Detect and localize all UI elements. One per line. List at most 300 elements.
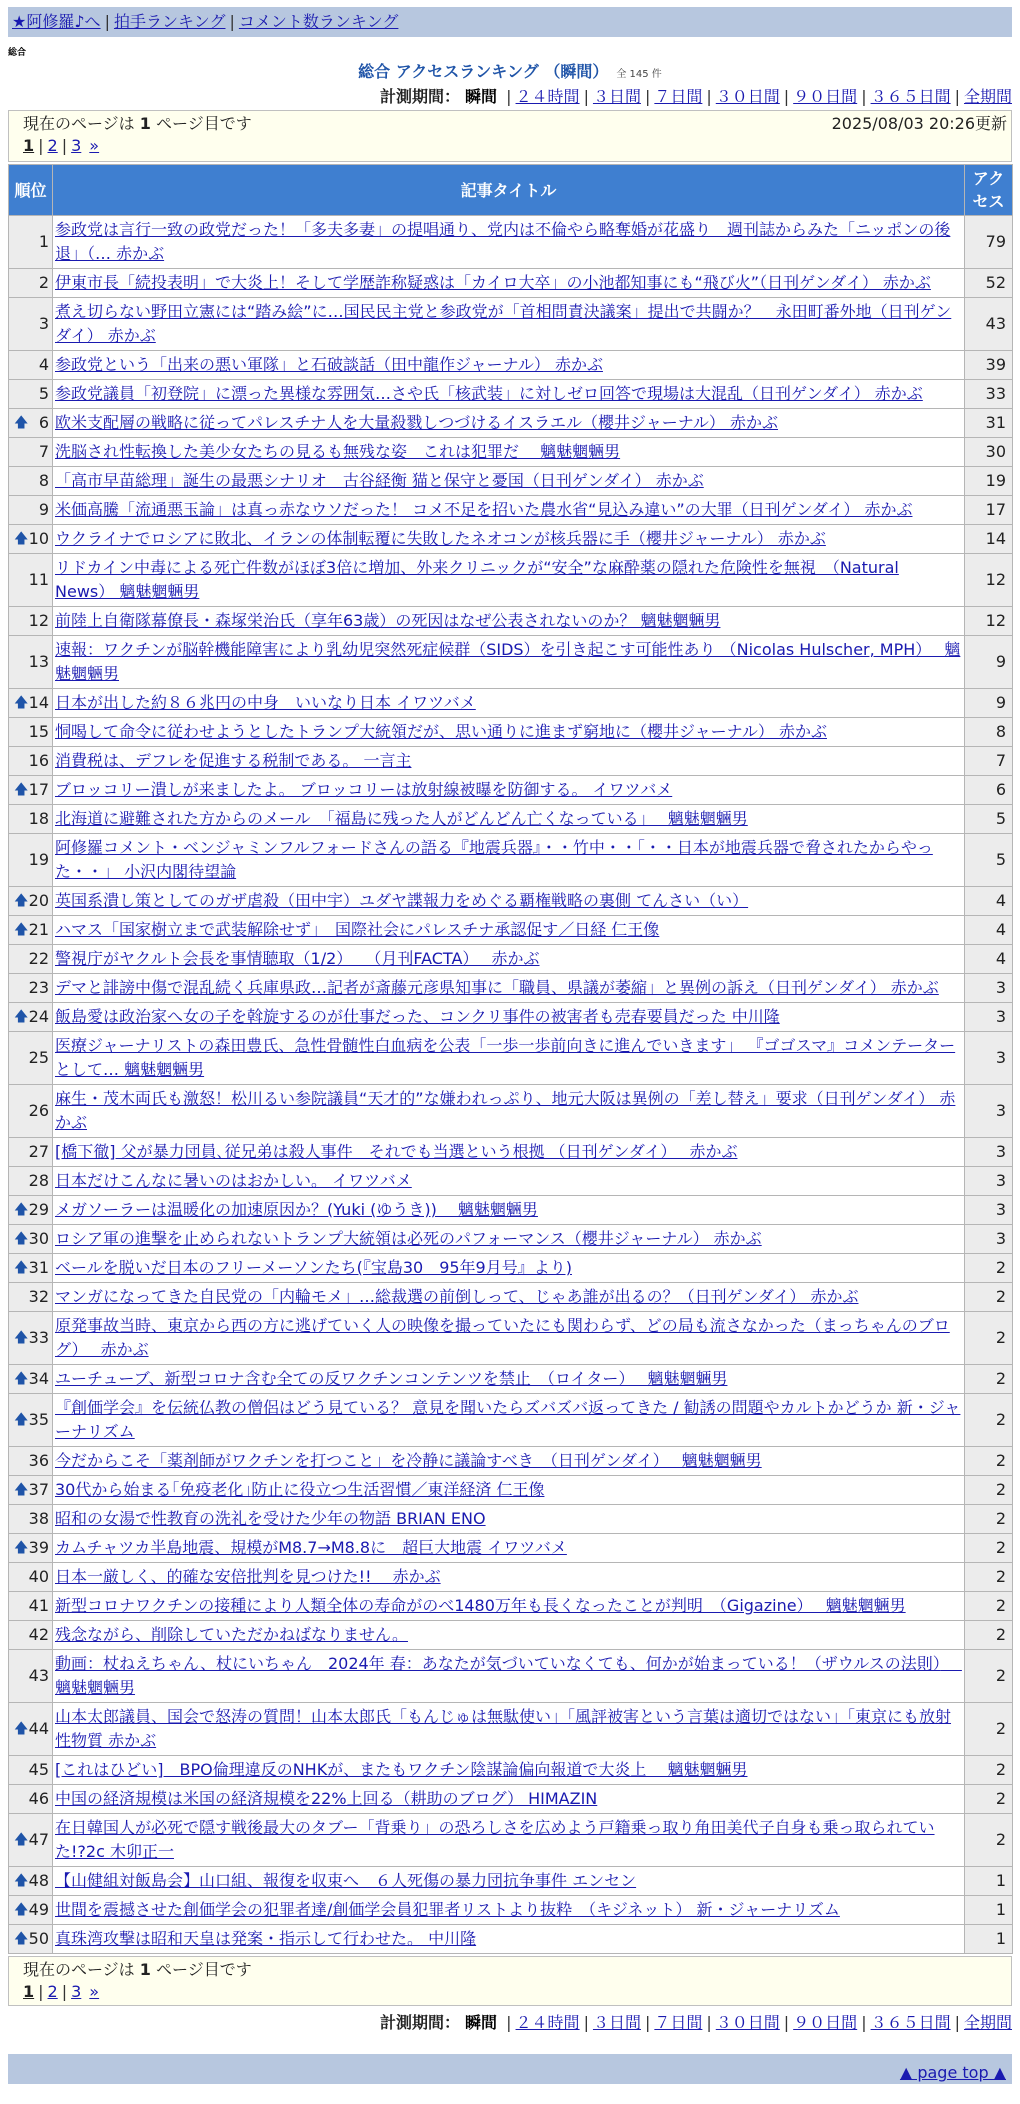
rank-number: 45 — [28, 1760, 49, 1779]
rank-number: 44 — [28, 1719, 49, 1738]
rank-cell — [9, 1867, 53, 1896]
period-link[interactable]: ２４時間 — [515, 2013, 580, 2032]
rank-number: 49 — [28, 1900, 49, 1919]
table-row — [9, 1283, 1013, 1312]
rank-number: 36 — [28, 1451, 49, 1470]
title-cell — [53, 776, 965, 805]
rank-cell — [9, 916, 53, 945]
rank-number: 20 — [28, 891, 49, 910]
rank-cell — [9, 1621, 53, 1650]
article-link[interactable]: 麻生・茂木両氏も激怒！松川るい参院議員“天才的”な嫌われっぷり、地元大阪は異例の「差し替え」要求（日刊ゲンダイ） 赤かぶ — [55, 1089, 956, 1132]
period-selector-top — [380, 85, 1012, 109]
article-link[interactable]: ロシア軍の進撃を止められないトランプ大統領は必死のパフォーマンス（櫻井ジャーナル） 赤かぶ — [55, 1229, 762, 1248]
access-count: 1 — [965, 1925, 1013, 1954]
table-row — [9, 636, 1013, 689]
page-link[interactable]: 3 — [71, 1982, 82, 2001]
article-link[interactable]: 阿修羅コメント・ベンジャミンフルフォードさんの語る『地震兵器』・・竹中・・「・・日本が地震兵器で脅されたからやった・・」 小沢内閣待望論 — [55, 838, 933, 881]
separator: | — [954, 87, 960, 106]
rank-cell — [9, 525, 53, 554]
table-row — [9, 269, 1013, 298]
rank-up-arrow-icon: 🡅 — [14, 1873, 29, 1889]
page-links — [23, 135, 997, 157]
title-cell — [53, 1196, 965, 1225]
rank-cell — [9, 1703, 53, 1756]
rank-cell — [9, 1283, 53, 1312]
access-count: 3 — [965, 1032, 1013, 1085]
access-count: 31 — [965, 409, 1013, 438]
title-cell — [53, 467, 965, 496]
home-link[interactable]: ★阿修羅♪へ — [12, 12, 101, 31]
rank-number: 28 — [28, 1171, 49, 1190]
page-current: 1 — [23, 1982, 35, 2001]
table-row — [9, 689, 1013, 718]
rank-number: 35 — [28, 1410, 49, 1429]
period-link[interactable]: ２４時間 — [515, 87, 580, 106]
rank-up-arrow-icon: 🡅 — [14, 1371, 29, 1387]
rank-number: 24 — [28, 1007, 49, 1026]
period-link[interactable]: ３０日間 — [715, 2013, 780, 2032]
article-link[interactable]: 医療ジャーナリストの森田豊氏、急性骨髄性白血病を公表「一歩一歩前向きに進んでいきます」 『ゴゴスマ』コメンテーターとして… 魑魅魍魎男 — [55, 1036, 956, 1079]
rank-number: 15 — [28, 722, 49, 741]
access-count: 2 — [965, 1365, 1013, 1394]
rank-number: 10 — [28, 529, 49, 548]
article-link[interactable]: 動画：杖ねえちゃん、杖にいちゃん 2024年 春：あなたが気づいていなくても、何かが始まっている！（ザウルスの法則） 魑魅魍魎男 — [55, 1654, 962, 1697]
title-cell — [53, 747, 965, 776]
period-link[interactable]: ３日間 — [592, 2013, 641, 2032]
article-link[interactable]: 参政党という「出来の悪い軍隊」と石破談話（田中龍作ジャーナル） 赤かぶ — [55, 355, 603, 374]
rank-number: 31 — [28, 1258, 49, 1277]
access-count: 2 — [965, 1563, 1013, 1592]
title-row — [0, 60, 1020, 87]
title-cell — [53, 1592, 965, 1621]
rank-up-arrow-icon: 🡅 — [14, 1202, 29, 1218]
separator: | — [104, 12, 110, 31]
table-row — [9, 1534, 1013, 1563]
rank-cell — [9, 1003, 53, 1032]
rank-cell — [9, 496, 53, 525]
title-cell — [53, 1167, 965, 1196]
access-count: 33 — [965, 380, 1013, 409]
rank-up-arrow-icon: 🡅 — [14, 1231, 29, 1247]
table-row — [9, 525, 1013, 554]
table-row — [9, 805, 1013, 834]
table-row — [9, 1650, 1013, 1703]
rank-cell — [9, 438, 53, 467]
title-cell — [53, 1650, 965, 1703]
rank-cell — [9, 269, 53, 298]
article-link[interactable]: 消費税は、デフレを促進する税制である。 一言主 — [55, 751, 412, 770]
page-info-suffix: ページ目です — [156, 114, 252, 133]
rank-number: 18 — [28, 809, 49, 828]
table-row — [9, 747, 1013, 776]
table-row — [9, 1085, 1013, 1138]
article-link[interactable]: 煮え切らない野田立憲には“踏み絵”に…国民民主党と参政党が「首相問責決議案」提出で共闘か？ 永田町番外地（日刊ゲンダイ） 赤かぶ — [55, 302, 952, 345]
access-count: 79 — [965, 216, 1013, 269]
table-row — [9, 1003, 1013, 1032]
table-row — [9, 945, 1013, 974]
rank-up-arrow-icon: 🡅 — [14, 1482, 29, 1498]
access-count: 2 — [965, 1394, 1013, 1447]
rank-cell — [9, 689, 53, 718]
rank-number: 32 — [28, 1287, 49, 1306]
rank-number: 34 — [28, 1369, 49, 1388]
rank-up-arrow-icon: 🡅 — [14, 1540, 29, 1556]
rank-cell — [9, 1925, 53, 1954]
article-link[interactable]: リドカイン中毒による死亡件数がほぼ3倍に増加、外来クリニックが“安全”な麻酔薬の隠れた危険性を無視 （Natural News） 魑魅魍魎男 — [55, 558, 899, 601]
article-link[interactable]: デマと誹謗中傷で混乱続く兵庫県政…記者が斎藤元彦県知事に「職員、県議が萎縮」と異例の訴え（日刊ゲンダイ） 赤かぶ — [55, 978, 939, 997]
rank-number: 19 — [28, 850, 49, 869]
rank-number: 22 — [28, 949, 49, 968]
separator: | — [583, 2013, 589, 2032]
article-link[interactable]: メガソーラーは温暖化の加速原因か？(Yuki (ゆうき)) 魑魅魍魎男 — [55, 1200, 538, 1219]
page-link[interactable]: 2 — [47, 1982, 58, 2001]
rank-number: 50 — [28, 1929, 49, 1948]
article-link[interactable]: ハマス「国家樹立まで武装解除せず」 国際社会にパレスチナ承認促す／日経 仁王像 — [55, 920, 660, 939]
title-cell — [53, 636, 965, 689]
title-cell — [53, 1032, 965, 1085]
access-count: 1 — [965, 1867, 1013, 1896]
separator: | — [506, 87, 512, 106]
separator: | — [706, 2013, 712, 2032]
period-link[interactable]: ３０日間 — [715, 87, 780, 106]
period-link[interactable]: ９０日間 — [793, 87, 858, 106]
page-info-prefix: 現在のページは — [23, 114, 135, 133]
access-count: 17 — [965, 496, 1013, 525]
rank-number: 26 — [28, 1101, 49, 1120]
rank-number: 3 — [38, 314, 49, 333]
rank-up-arrow-icon: 🡅 — [14, 1412, 29, 1428]
rank-up-arrow-icon: 🡅 — [14, 695, 29, 711]
rank-cell — [9, 1196, 53, 1225]
rank-cell — [9, 1896, 53, 1925]
rank-up-arrow-icon: 🡅 — [14, 415, 29, 431]
access-count: 2 — [965, 1283, 1013, 1312]
rank-cell — [9, 1505, 53, 1534]
rank-number: 1 — [38, 232, 49, 251]
separator: | — [583, 87, 589, 106]
article-link[interactable]: 伊東市長「続投表明」で大炎上！そして学歴詐称疑惑は「カイロ大卒」の小池都知事にも“飛び火”（日刊ゲンダイ） 赤かぶ — [55, 273, 931, 292]
rank-number: 48 — [28, 1871, 49, 1890]
title-cell — [53, 1785, 965, 1814]
title-cell — [53, 1283, 965, 1312]
rank-cell — [9, 298, 53, 351]
access-count: 4 — [965, 916, 1013, 945]
rank-number: 39 — [28, 1538, 49, 1557]
table-row — [9, 974, 1013, 1003]
access-count: 19 — [965, 467, 1013, 496]
table-row — [9, 216, 1013, 269]
rank-cell — [9, 887, 53, 916]
period-link[interactable]: ７日間 — [654, 2013, 703, 2032]
title-cell — [53, 1085, 965, 1138]
period-link[interactable]: ９０日間 — [793, 2013, 858, 2032]
title-cell — [53, 409, 965, 438]
article-link[interactable]: ウクライナでロシアに敗北、イランの体制転覆に失敗したネオコンが核兵器に手（櫻井ジャーナル） 赤かぶ — [55, 529, 826, 548]
page-top-link[interactable]: ▲ page top ▲ — [899, 2063, 1006, 2082]
rank-cell — [9, 776, 53, 805]
article-link[interactable]: 新型コロナワクチンの接種により人類全体の寿命がのべ1480万年も長くなったことが判明 （Gigazine） 魑魅魍魎男 — [55, 1596, 906, 1615]
table-row — [9, 298, 1013, 351]
rank-number: 38 — [28, 1509, 49, 1528]
table-row — [9, 1703, 1013, 1756]
rank-number: 37 — [28, 1480, 49, 1499]
article-link[interactable]: 真珠湾攻撃は昭和天皇は発案・指示して行わせた。 中川隆 — [55, 1929, 477, 1948]
article-link[interactable]: 残念ながら、削除していただかねばなりません。 — [55, 1625, 408, 1644]
article-link[interactable]: 前陸上自衛隊幕僚長・森塚栄治氏（享年63歳）の死因はなぜ公表されないのか？ 魑魅魍魎男 — [55, 611, 721, 630]
separator: | — [38, 1982, 44, 2001]
article-link[interactable]: 飯島愛は政治家へ女の子を斡旋するのが仕事だった、コンクリ事件の被害者も売春要員だった 中川隆 — [55, 1007, 780, 1026]
table-row — [9, 1138, 1013, 1167]
period-link[interactable]: ３６５日間 — [870, 2013, 951, 2032]
access-count: 4 — [965, 945, 1013, 974]
page-link[interactable]: » — [89, 1982, 100, 2001]
table-row — [9, 1505, 1013, 1534]
title-cell — [53, 269, 965, 298]
article-link[interactable]: 恫喝して命令に従わせようとしたトランプ大統領だが、思い通りに進まず窮地に（櫻井ジャーナル） 赤かぶ — [55, 722, 827, 741]
table-row — [9, 1365, 1013, 1394]
rank-number: 23 — [28, 978, 49, 997]
access-count: 3 — [965, 1167, 1013, 1196]
rank-up-arrow-icon: 🡅 — [14, 1931, 29, 1947]
article-link[interactable]: 日本だけこんなに暑いのはおかしい。 イワツバメ — [55, 1171, 412, 1190]
rank-number: 25 — [28, 1048, 49, 1067]
page-link[interactable]: 2 — [47, 136, 58, 155]
rank-number: 33 — [28, 1328, 49, 1347]
rank-number: 46 — [28, 1789, 49, 1808]
access-count: 2 — [965, 1592, 1013, 1621]
rank-up-arrow-icon: 🡅 — [14, 1902, 29, 1918]
article-link[interactable]: 在日韓国人が必死で隠す戦後最大のタブー「背乗り」の恐ろしさを広めよう戸籍乗っ取り角田美代子自身も乗っ取られていた!?2c 木卯正一 — [55, 1818, 935, 1861]
access-count: 4 — [965, 887, 1013, 916]
rank-number: 2 — [38, 273, 49, 292]
access-count: 43 — [965, 298, 1013, 351]
table-row — [9, 1563, 1013, 1592]
table-row — [9, 1621, 1013, 1650]
period-link[interactable]: ３６５日間 — [870, 87, 951, 106]
rank-number: 42 — [28, 1625, 49, 1644]
updated-time: 2025/08/03 20:26更新 — [831, 114, 1007, 133]
article-link[interactable]: 北海道に避難された方からのメール 「福島に残った人がどんどん亡くなっている」 魑魅魍魎男 — [55, 809, 748, 828]
access-count: 6 — [965, 776, 1013, 805]
article-link[interactable]: 米価高騰「流通悪玉論」は真っ赤なウソだった！ コメ不足を招いた農水省“見込み違い”の大罪（日刊ゲンダイ） 赤かぶ — [55, 500, 913, 519]
title-cell — [53, 1621, 965, 1650]
title-cell — [53, 1534, 965, 1563]
article-link[interactable]: ユーチューブ、新型コロナ含む全ての反ワクチンコンテンツを禁止 （ロイター） 魑魅魍魎男 — [55, 1369, 728, 1388]
article-link[interactable]: 山本太郎議員、国会で怒涛の質問！山本太郎氏「もんじゅは無駄使い」「風評被害という言葉は適切ではない」「東京にも放射性物質 赤かぶ — [55, 1707, 952, 1750]
rank-number: 14 — [28, 693, 49, 712]
access-count: 3 — [965, 974, 1013, 1003]
title-cell — [53, 496, 965, 525]
rank-cell — [9, 1254, 53, 1283]
article-link[interactable]: 【山健組対飯島会】山口組、報復を収束へ ６人死傷の暴力団抗争事件 エンセン — [55, 1871, 637, 1890]
access-count: 1 — [965, 1896, 1013, 1925]
article-link[interactable]: [これはひどい] BPO倫理違反のNHKが、またもワクチン陰謀論偏向報道で大炎上 魑魅魍魎男 — [55, 1760, 748, 1779]
rank-up-arrow-icon: 🡅 — [14, 531, 29, 547]
access-count: 5 — [965, 805, 1013, 834]
rank-up-arrow-icon: 🡅 — [14, 893, 29, 909]
table-row — [9, 467, 1013, 496]
access-count: 7 — [965, 747, 1013, 776]
title-cell — [53, 1867, 965, 1896]
rank-number: 41 — [28, 1596, 49, 1615]
table-row — [9, 1785, 1013, 1814]
access-count: 2 — [965, 1476, 1013, 1505]
article-link[interactable]: 「高市早苗総理」誕生の最悪シナリオ 古谷経衡 猫と保守と憂国（日刊ゲンダイ） 赤かぶ — [55, 471, 704, 490]
page-link[interactable]: » — [89, 136, 100, 155]
title-cell — [53, 1312, 965, 1365]
rank-cell — [9, 1032, 53, 1085]
title-cell — [53, 718, 965, 747]
rank-cell — [9, 1814, 53, 1867]
rank-cell — [9, 1085, 53, 1138]
access-count: 3 — [965, 1225, 1013, 1254]
article-link[interactable]: 原発事故当時、東京から西の方に逃げていく人の映像を撮っていたにも関わらず、どの局も流さなかった（まっちゃんのブログ） 赤かぶ — [55, 1316, 950, 1359]
title-cell — [53, 1756, 965, 1785]
access-count: 14 — [965, 525, 1013, 554]
table-row — [9, 1447, 1013, 1476]
article-link[interactable]: ベールを脱いだ日本のフリーメーソンたち(『宝島30 95年9月号』より) — [55, 1258, 572, 1277]
title-cell — [53, 1703, 965, 1756]
period-link[interactable]: 全期間 — [963, 2013, 1012, 2032]
rank-cell — [9, 1650, 53, 1703]
separator: | — [783, 2013, 790, 2032]
table-row — [9, 1867, 1013, 1896]
rank-number: 47 — [28, 1830, 49, 1849]
rank-up-arrow-icon: 🡅 — [14, 922, 29, 938]
rank-cell — [9, 834, 53, 887]
title-cell — [53, 438, 965, 467]
title-cell — [53, 380, 965, 409]
rank-up-arrow-icon: 🡅 — [14, 1260, 29, 1276]
comment-ranking-link[interactable]: コメント数ランキング — [238, 12, 399, 31]
total-count: 全 145 件 — [616, 69, 662, 80]
period-link[interactable]: ７日間 — [654, 87, 703, 106]
access-count: 8 — [965, 718, 1013, 747]
separator: | — [644, 2013, 651, 2032]
separator: | — [706, 87, 712, 106]
rank-number: 6 — [38, 413, 49, 432]
table-row — [9, 607, 1013, 636]
access-count: 9 — [965, 689, 1013, 718]
title-cell — [53, 974, 965, 1003]
article-link[interactable]: 参政党議員「初登院」に漂った異様な雰囲気…さや氏「核武装」に対しゼロ回答で現場は大混乱（日刊ゲンダイ） 赤かぶ — [55, 384, 923, 403]
rank-cell — [9, 1138, 53, 1167]
access-count: 5 — [965, 834, 1013, 887]
clap-ranking-link[interactable]: 拍手ランキング — [113, 12, 226, 31]
rank-number: 40 — [28, 1567, 49, 1586]
rank-cell — [9, 636, 53, 689]
page-title: 総合 アクセスランキング （瞬間） — [358, 62, 609, 81]
article-link[interactable]: 英国系潰し策としてのガザ虐殺（田中宇）ユダヤ諜報力をめぐる覇権戦略の裏側 てんさい（い） — [55, 891, 749, 910]
article-link[interactable]: 『創価学会』を伝統仏教の僧侶はどう見ている？ 意見を聞いたらズバズバ返ってきた / 勧誘の問題やカルトかどうか 新・ジャーナリズム — [55, 1398, 961, 1441]
article-link[interactable]: 日本一厳しく、的確な安倍批判を見つけた!! 赤かぶ — [55, 1567, 441, 1586]
period-link[interactable]: 全期間 — [963, 87, 1012, 106]
rank-cell — [9, 380, 53, 409]
article-link[interactable]: マンガになってきた自民党の「内輪モメ」…総裁選の前倒しって、じゃあ誰が出るの？（日刊ゲンダイ） 赤かぶ — [55, 1287, 859, 1306]
table-row — [9, 718, 1013, 747]
title-cell — [53, 1394, 965, 1447]
title-cell — [53, 554, 965, 607]
title-cell — [53, 607, 965, 636]
rank-cell — [9, 974, 53, 1003]
title-cell — [53, 1225, 965, 1254]
article-link[interactable]: 世間を震撼させた創価学会の犯罪者達/創価学会員犯罪者リストより抜粋 （キジネット） 新・ジャーナリズム — [55, 1900, 840, 1919]
article-link[interactable]: 30代から始まる｢免疫老化｣防止に役立つ生活習慣／東洋経済 仁王像 — [55, 1480, 545, 1499]
page-info — [23, 1959, 997, 1981]
page-info-suffix: ページ目です — [156, 1960, 252, 1979]
table-row — [9, 496, 1013, 525]
article-link[interactable]: 洗脳され性転換した美少女たちの見るも無残な姿 これは犯罪だ 魑魅魍魎男 — [55, 442, 621, 461]
period-link[interactable]: ３日間 — [592, 87, 641, 106]
rank-number: 5 — [38, 384, 49, 403]
access-count: 30 — [965, 438, 1013, 467]
access-count: 3 — [965, 1085, 1013, 1138]
rank-cell — [9, 409, 53, 438]
rank-cell — [9, 805, 53, 834]
access-count: 2 — [965, 1650, 1013, 1703]
title-cell — [53, 689, 965, 718]
article-link[interactable]: 昭和の女湯で性教育の洗礼を受けた少年の物語 BRIAN ENO — [55, 1509, 486, 1528]
article-link[interactable]: 今だからこそ「薬剤師がワクチンを打つこと」を冷静に議論すべき （日刊ゲンダイ） 魑魅魍魎男 — [55, 1451, 762, 1470]
table-row — [9, 351, 1013, 380]
article-link[interactable]: [橋下徹] 父が暴力団員､従兄弟は殺人事件 それでも当選という根拠 （日刊ゲンダイ） 赤かぶ — [55, 1142, 738, 1161]
separator: | — [61, 136, 68, 155]
table-row — [9, 1756, 1013, 1785]
period-current: 瞬間 — [465, 87, 498, 106]
table-row — [9, 834, 1013, 887]
access-count: 3 — [965, 1003, 1013, 1032]
rank-cell — [9, 1365, 53, 1394]
period-selector-bottom — [380, 2011, 1012, 2035]
col-count-header: アクセス — [965, 165, 1013, 216]
title-cell — [53, 1814, 965, 1867]
rank-cell — [9, 1447, 53, 1476]
access-count: 2 — [965, 1312, 1013, 1365]
rank-number: 9 — [38, 500, 49, 519]
table-row — [9, 1225, 1013, 1254]
article-link[interactable]: 参政党は言行一致の政党だった！「多夫多妻」の提唱通り、党内は不倫やら略奪婚が花盛り 週刊誌からみた「ニッポンの後退」（… 赤かぶ — [55, 220, 951, 263]
table-row — [9, 1196, 1013, 1225]
table-row — [9, 409, 1013, 438]
article-link[interactable]: 中国の経済規模は米国の経済規模を22%上回る（耕助のブログ） HIMAZIN — [55, 1789, 598, 1808]
article-link[interactable]: ブロッコリー潰しが来ましたよ。 ブロッコリーは放射線被曝を防御する。 イワツバメ — [55, 780, 673, 799]
title-cell — [53, 1447, 965, 1476]
table-row — [9, 1394, 1013, 1447]
access-count: 39 — [965, 351, 1013, 380]
article-link[interactable]: 警視庁がヤクルト会長を事情聴取（1/2） （月刊FACTA） 赤かぶ — [55, 949, 540, 968]
article-link[interactable]: 日本が出した約８６兆円の中身 いいなり日本 イワツバメ — [55, 693, 476, 712]
separator: | — [861, 2013, 867, 2032]
col-rank-header: 順位 — [9, 165, 53, 216]
page-link[interactable]: 3 — [71, 136, 82, 155]
rank-up-arrow-icon: 🡅 — [14, 1009, 29, 1025]
article-link[interactable]: カムチャツカ半島地震、規模がM8.7→M8.8に 超巨大地震 イワツバメ — [55, 1538, 567, 1557]
title-cell — [53, 887, 965, 916]
table-row — [9, 776, 1013, 805]
access-count: 2 — [965, 1254, 1013, 1283]
access-count: 2 — [965, 1785, 1013, 1814]
title-cell — [53, 805, 965, 834]
col-title-header: 記事タイトル — [53, 165, 965, 216]
rank-number: 4 — [38, 355, 49, 374]
bottom-bar — [8, 2054, 1012, 2084]
separator: | — [61, 1982, 68, 2001]
rank-cell — [9, 554, 53, 607]
page-info-number: 1 — [139, 1960, 151, 1979]
article-link[interactable]: 速報：ワクチンが脳幹機能障害により乳幼児突然死症候群（SIDS）を引き起こす可能性あり （Nicolas Hulscher, MPH） 魑魅魍魎男 — [55, 640, 961, 683]
title-cell — [53, 916, 965, 945]
article-link[interactable]: 欧米支配層の戦略に従ってパレスチナ人を大量殺戮しつづけるイスラエル（櫻井ジャーナル） 赤かぶ — [55, 413, 779, 432]
